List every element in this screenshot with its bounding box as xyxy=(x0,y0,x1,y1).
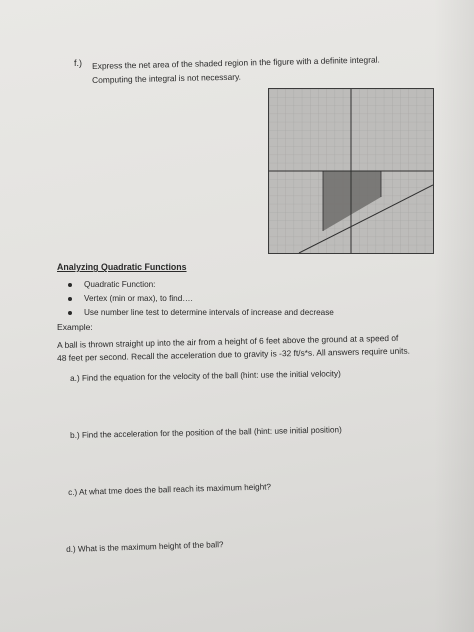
bullet-dot xyxy=(68,311,72,315)
section-title: Analyzing Quadratic Functions xyxy=(57,262,187,272)
question-b: b.) Find the acceleration for the position of the ball (hint: use initial position) xyxy=(70,425,342,440)
bullet-text: Use number line test to determine intervals of increase and decrease xyxy=(84,308,334,317)
example-problem-line2: 48 feet per second. Recall the acceleration due to gravity is -32 ft/s*s. All answers require units. xyxy=(57,345,411,363)
graph-svg xyxy=(269,89,433,253)
example-problem-line1: A ball is thrown straight up into the air from a height of 6 feet above the ground at a speed of xyxy=(57,332,399,350)
bullet-number-line-test xyxy=(68,308,334,317)
bullet-text: Quadratic Function: xyxy=(84,280,156,289)
bullet-dot xyxy=(68,283,72,287)
question-a: a.) Find the equation for the velocity of the ball (hint: use the initial velocity) xyxy=(70,369,341,383)
question-c: c.) At what tme does the ball reach its maximum height? xyxy=(68,482,272,497)
problem-f-label: f.) xyxy=(74,58,82,68)
bullet-dot xyxy=(68,297,72,301)
shaded-region-graph xyxy=(268,88,434,254)
bullet-vertex xyxy=(68,294,193,303)
example-heading: Example: xyxy=(57,322,93,332)
page-shadow xyxy=(434,0,474,632)
bullet-text: Vertex (min or max), to find…. xyxy=(84,294,193,303)
bullet-quadratic-function xyxy=(68,280,155,289)
problem-f-instruction-line1: Express the net area of the shaded region in the figure with a definite integral. xyxy=(92,54,380,71)
problem-f-instruction-line2: Computing the integral is not necessary. xyxy=(92,71,242,85)
question-d: d.) What is the maximum height of the ball? xyxy=(66,540,224,554)
